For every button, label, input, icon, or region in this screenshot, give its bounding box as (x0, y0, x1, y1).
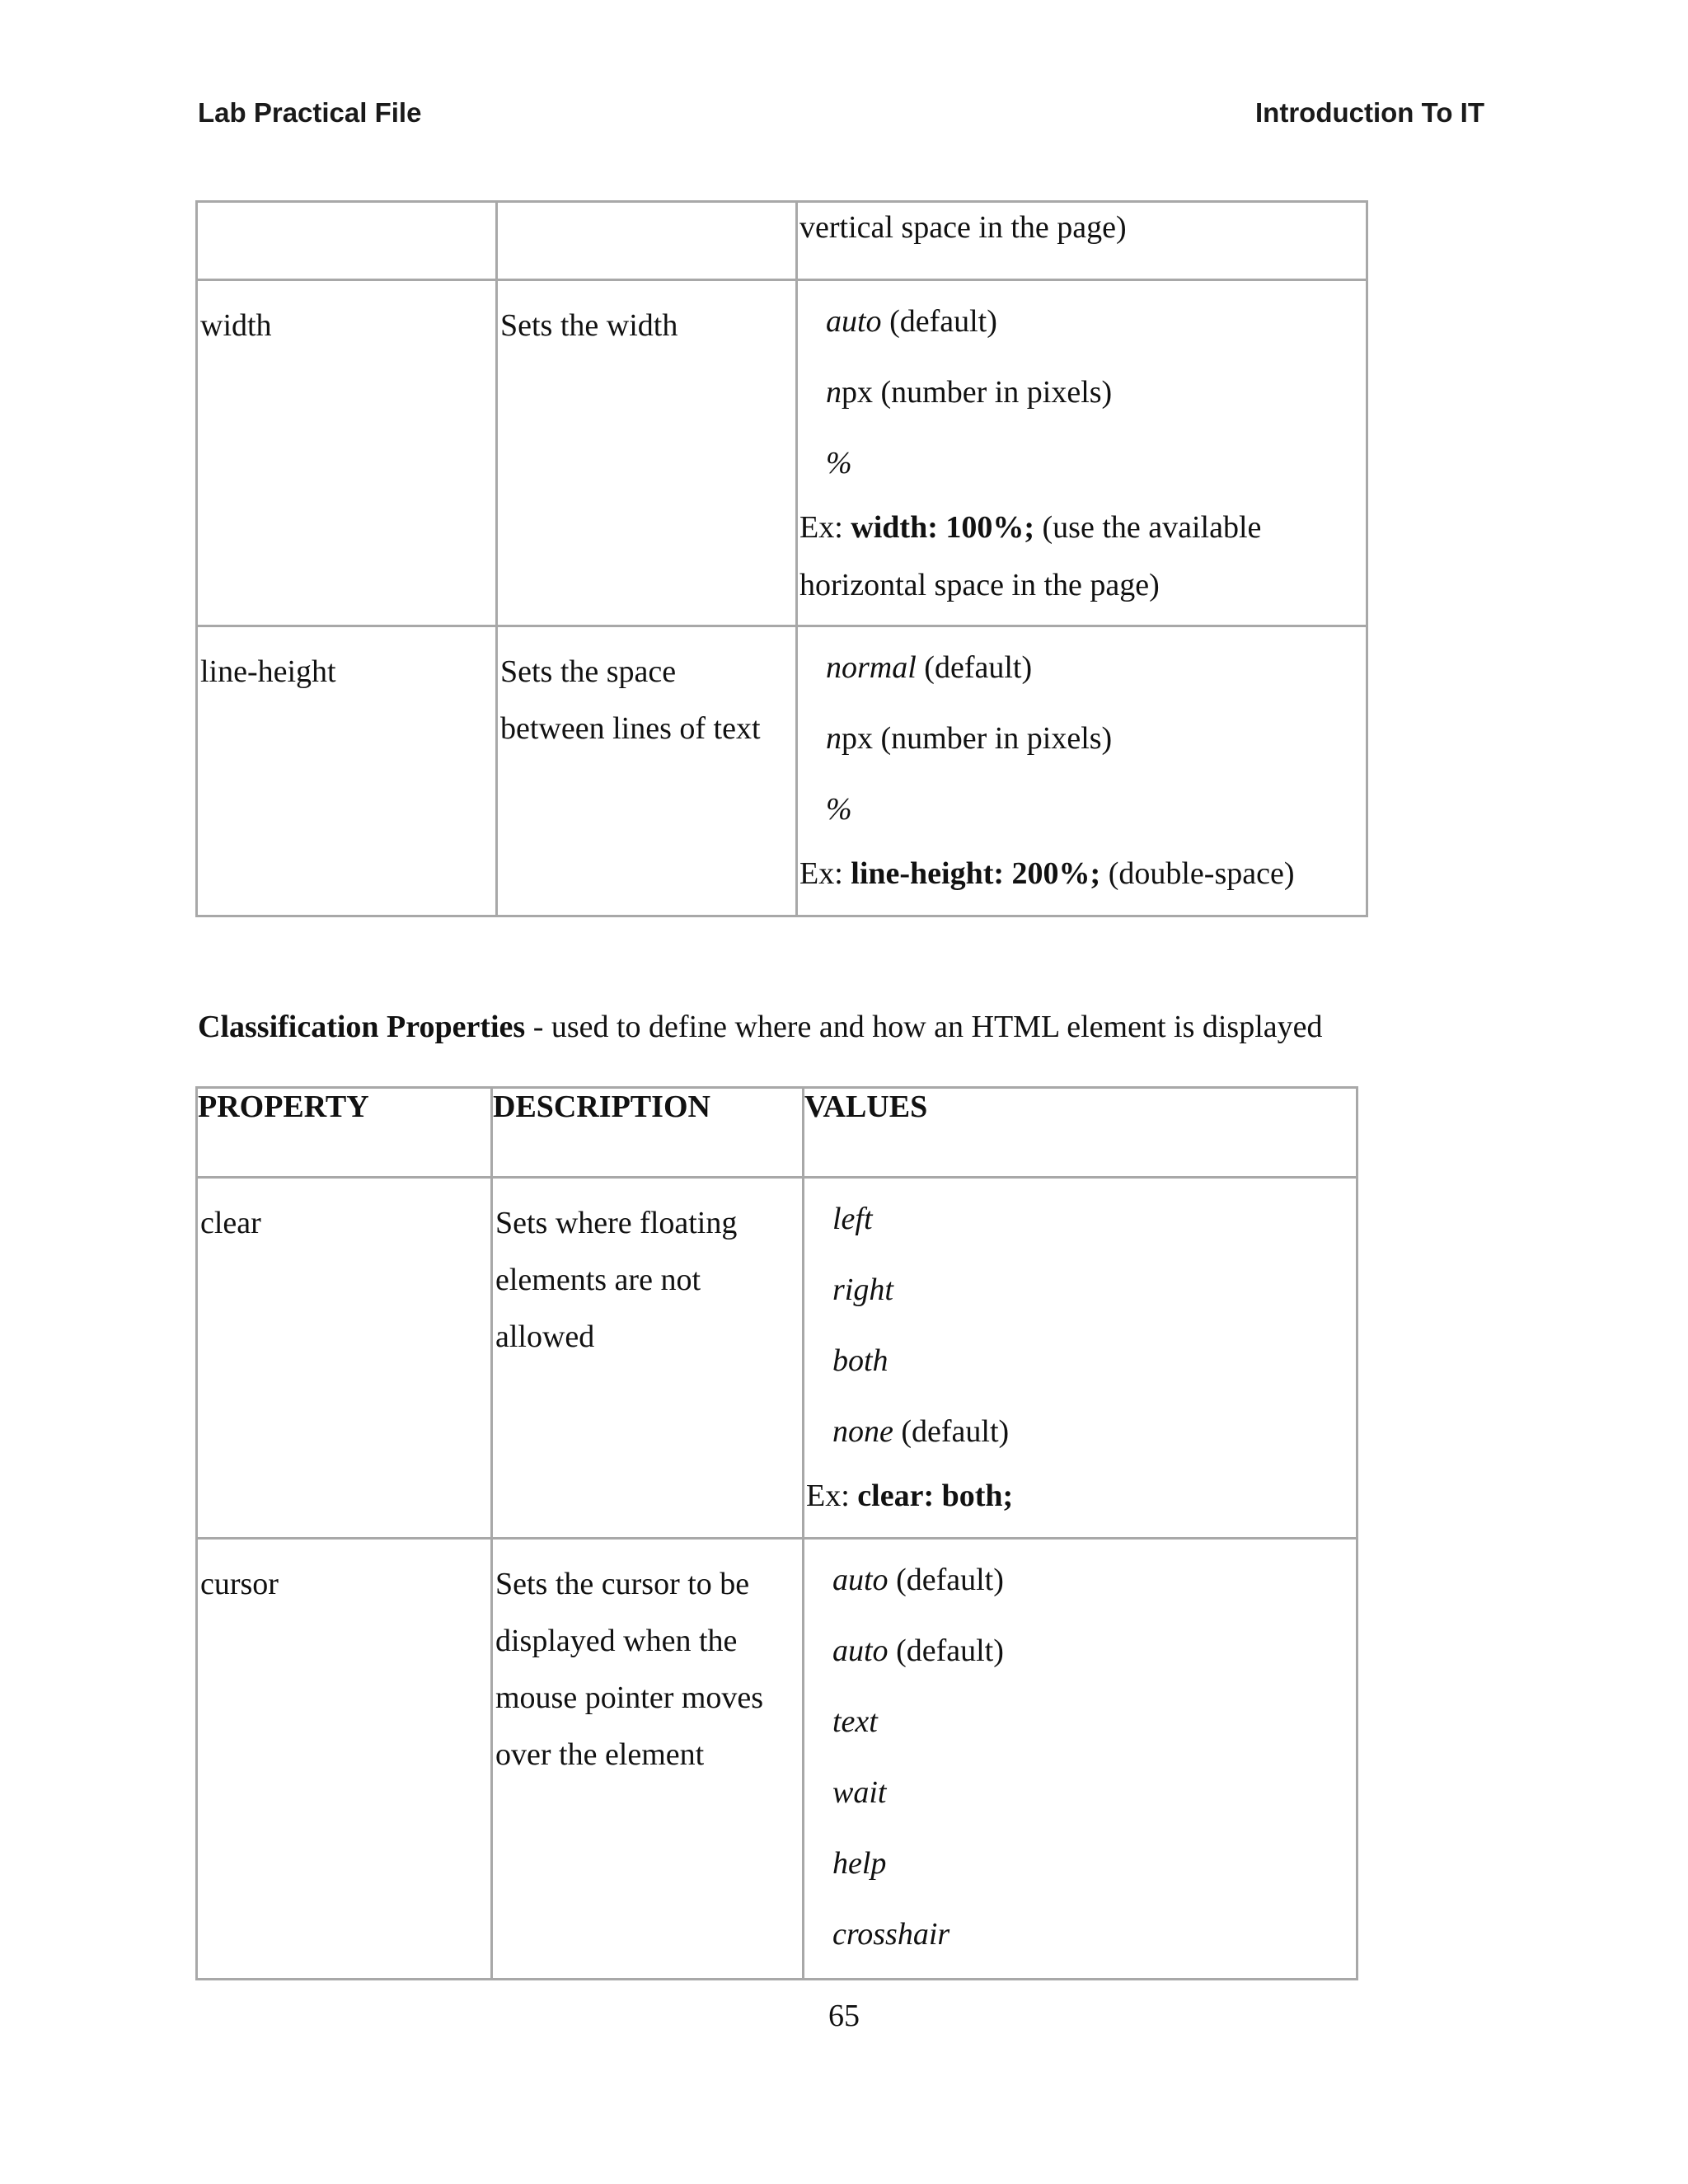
property-cell (197, 1178, 492, 1539)
classification-properties-table (195, 1086, 1358, 1980)
header-title-right: Introduction To IT (1255, 97, 1484, 128)
value-option: % (826, 446, 852, 480)
property-description: Sets the width (500, 308, 678, 343)
column-header-description: DESCRIPTION (492, 1088, 804, 1178)
property-cell (197, 1539, 492, 1980)
value-option: text (832, 1704, 878, 1739)
value-option: auto (default) (832, 1563, 1004, 1597)
value-option: left (832, 1202, 873, 1236)
table-cell (797, 202, 1367, 280)
value-example: Ex: line-height: 200%; (double-space) (799, 856, 1295, 891)
value-option: help (832, 1846, 887, 1881)
values-cell (804, 1178, 1357, 1539)
value-option: both (832, 1343, 889, 1378)
page-number: 65 (828, 1999, 860, 2033)
value-example-note: horizontal space in the page) (799, 568, 1160, 602)
section-heading: Classification Properties - used to define where and how an HTML element is displayed (198, 1010, 1323, 1044)
description-cell (497, 626, 797, 916)
column-header-property: PROPERTY (197, 1088, 492, 1178)
property-cell (197, 626, 497, 916)
value-option: right (832, 1272, 893, 1307)
value-option: auto (default) (832, 1633, 1004, 1668)
property-cell (197, 280, 497, 626)
description-cell (492, 1178, 804, 1539)
property-name: cursor (200, 1567, 279, 1601)
table-row (197, 1178, 1357, 1539)
value-option: normal (default) (826, 650, 1033, 685)
values-cell (797, 626, 1367, 916)
description-cell (492, 1539, 804, 1980)
value-option: crosshair (832, 1917, 950, 1952)
property-name: line-height (200, 654, 336, 689)
value-option: none (default) (832, 1414, 1010, 1449)
property-name: clear (200, 1206, 261, 1240)
value-option: npx (number in pixels) (826, 375, 1113, 410)
table-header-row (197, 1088, 1357, 1178)
property-description: Sets where floating elements are not allowed (495, 1206, 738, 1354)
value-option: auto (default) (826, 304, 997, 339)
table-row (197, 1539, 1357, 1980)
value-option: npx (number in pixels) (826, 721, 1113, 756)
property-name: width (200, 308, 272, 343)
table-row (197, 202, 1367, 280)
value-option: wait (832, 1775, 887, 1810)
table-cell (497, 202, 797, 280)
values-cell (797, 280, 1367, 626)
values-cell (804, 1539, 1357, 1980)
dimension-properties-table (195, 200, 1368, 917)
header-title-left: Lab Practical File (198, 97, 422, 128)
property-description: Sets the space between lines of text (500, 654, 761, 746)
continuation-text: vertical space in the page) (799, 210, 1127, 245)
value-example: Ex: clear: both; (806, 1479, 1014, 1513)
table-row (197, 626, 1367, 916)
table-cell (197, 202, 497, 280)
table-row (197, 280, 1367, 626)
column-header-values: VALUES (804, 1088, 1357, 1178)
description-cell (497, 280, 797, 626)
value-option: % (826, 792, 852, 827)
value-example: Ex: width: 100%; (use the available (799, 510, 1262, 545)
property-description: Sets the cursor to be displayed when the mouse pointer moves over the element (495, 1567, 764, 1772)
